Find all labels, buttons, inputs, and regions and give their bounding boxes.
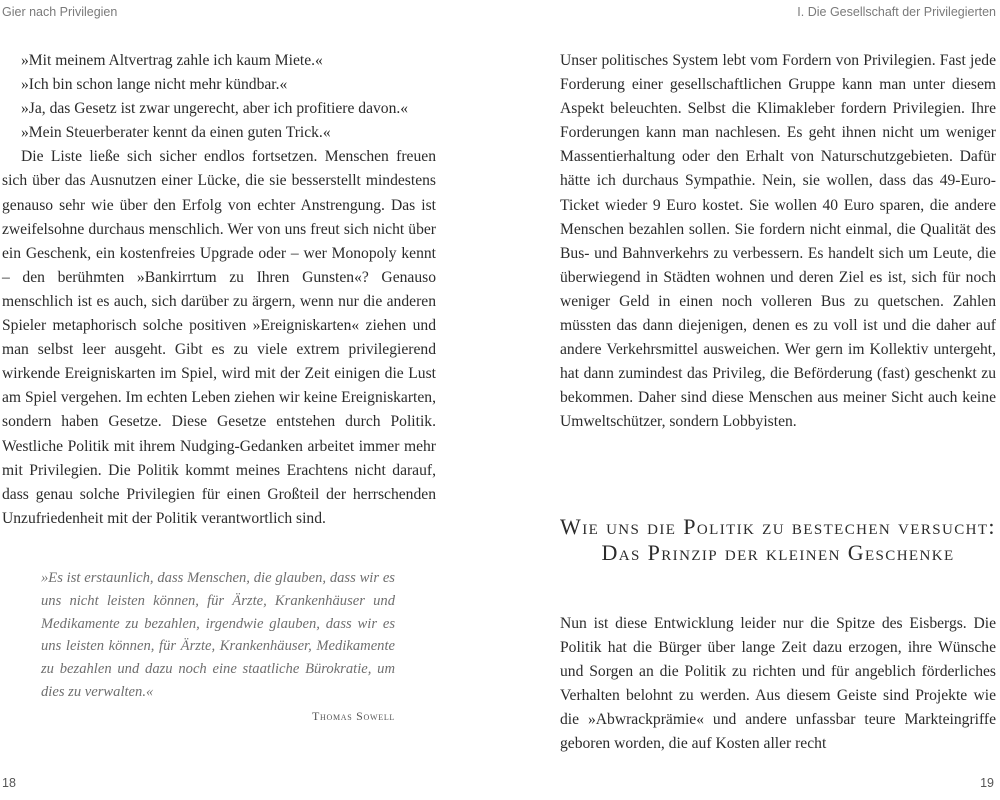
dialog-line: »Mein Steuerberater kennt da einen guten Trick.« bbox=[21, 124, 331, 142]
quote-author: Thomas Sowell bbox=[312, 709, 395, 723]
right-page-body-continued bbox=[560, 612, 996, 757]
left-page-body bbox=[2, 49, 436, 531]
page-number-left: 18 bbox=[2, 776, 16, 790]
page-number-right: 19 bbox=[980, 776, 994, 790]
body-paragraph: Die Liste ließe sich sicher endlos fortsetzen. Menschen freuen sich über das Ausnutzen einer Lücke, die sie besserstellt mindestens genauso sehr wie über den Erfolg von echter Anstrengung. Das ist zweifelsohne durchaus menschlich. Wer von uns freut sich nicht über ein Geschenk, ein kostenfreies Upgrade oder – wer Monopoly kennt – den berühmten »Bankirrtum zu Ihren Gunsten«? Genauso menschlich ist es auch, sich darüber zu ärgern, wenn nur die anderen Spieler metaphorisch solche positiven »Ereigniskarten« ziehen und man selbst leer ausgeht. Gibt es zu viele extrem privilegierend wirkende Ereigniskarten im Spiel, wird mit der Zeit einigen die Lust am Spiel vergehen. Im echten Leben ziehen wir keine Ereigniskarten, sondern haben Gesetze. Diese Gesetze entstehen durch Politik. Westliche Politik mit ihrem Nudging-Gedanken arbeitet immer mehr mit Privilegien. Die Politik kommt meines Erachtens nicht darauf, dass genau solche Privilegien für einen Großteil der herrschenden Unzufriedenheit mit der Politik verantwortlich sind. bbox=[2, 148, 436, 527]
right-page-body bbox=[560, 49, 996, 435]
running-head-left: Gier nach Privilegien bbox=[2, 5, 118, 19]
section-heading: Wie uns die Politik zu bestechen versucht: Das Prinzip der kleinen Geschenke bbox=[560, 514, 996, 565]
block-quote: »Es ist erstaunlich, dass Menschen, die glauben, dass wir es uns nicht leisten können, für Ärzte, Krankenhäuser und Medikamente zu bezahlen, irgendwie glauben, dass wir es uns leisten können, für Ärzte, Krankenhäuser, Medikamente zu bezahlen und dazu noch eine staatliche Bürokratie, um dies zu verwalten.« bbox=[41, 570, 395, 700]
dialog-line: »Ja, das Gesetz ist zwar ungerecht, aber ich profitiere davon.« bbox=[21, 100, 409, 118]
dialog-line: »Ich bin schon lange nicht mehr kündbar.« bbox=[21, 76, 288, 94]
running-head-right: I. Die Gesellschaft der Privilegierten bbox=[797, 5, 996, 19]
dialog-line: »Mit meinem Altvertrag zahle ich kaum Miete.« bbox=[21, 52, 323, 69]
body-paragraph: Unser politisches System lebt vom Fordern von Privilegien. Fast jede Forderung einer gesellschaftlichen Gruppe kann man unter diesem Aspekt beleuchten. Selbst die Klimakleber fordern Privilegien. Ihre Forderungen kann man nachlesen. Es geht ihnen nicht um weniger Massentierhaltung oder den Erhalt von Naturschutzgebieten. Dafür hätte ich durchaus Sympathie. Nein, sie wollen, dass das 49-Euro-Ticket wieder 9 Euro kostet. Sie wollen 40 Euro sparen, die andere Menschen bezahlen sollen. Sie fordern nicht einmal, die Qualität des Bus- und Bahnverkehrs zu verbessern. Es handelt sich um Leute, die überwiegend in Städten wohnen und deren Ziel es ist, sich für noch weniger Geld in einen noch volleren Bus zu quetschen. Zahlen müssten das dann diejenigen, denen es zu voll ist und die daher auf andere Verkehrsmittel ausweichen. Wer gern im Kollektiv untergeht, hat dann zumindest das Privileg, die Beförderung (fast) geschenkt zu bekommen. Daher sind diese Menschen aus meiner Sicht auch keine Umweltschützer, sondern Lobbyisten. bbox=[560, 52, 996, 431]
body-paragraph: Nun ist diese Entwicklung leider nur die Spitze des Eisbergs. Die Politik hat die Bürger über lange Zeit dazu erzogen, ihre Wünsche und Sorgen an die Politik zu richten und für angeblich förderliches Verhalten belohnt zu werden. Aus diesem Geiste sind Projekte wie die »Abwrackprämie« und andere unfassbar teure Markteingriffe geboren worden, die auf Kosten aller recht bbox=[560, 615, 996, 753]
